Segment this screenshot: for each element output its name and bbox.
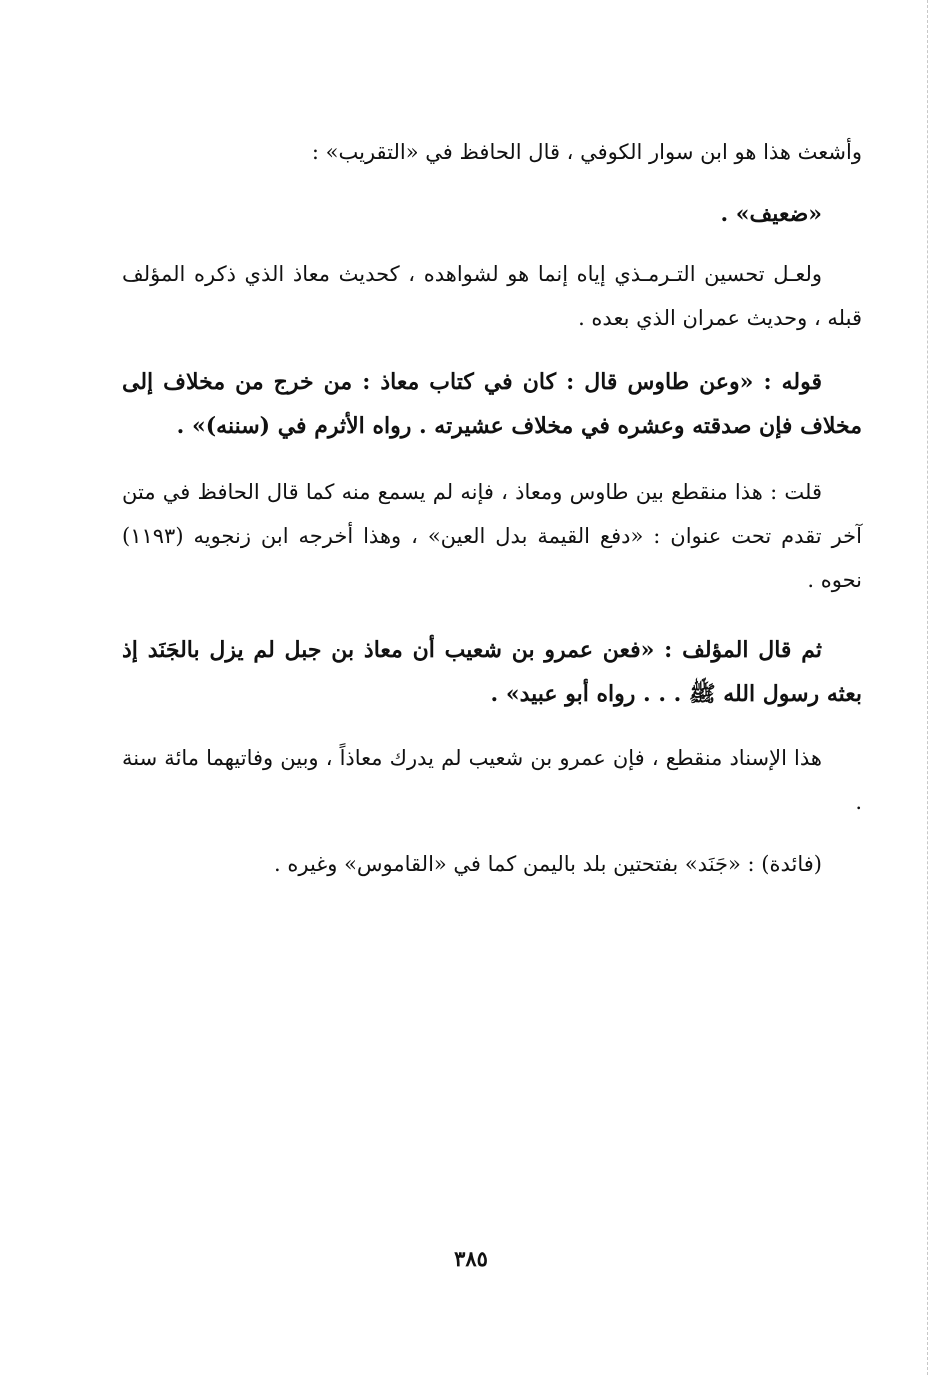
paragraph-daeef-quote: «ضعيف» . [720,201,822,227]
paragraph-isnad-note: هذا الإسناد منقطع ، فإن عمرو بن شعيب لم يدرك معاذاً ، وبين وفاتيهما مائة سنة . [122,746,862,814]
paragraph-amr-quote: ثم قال المؤلف : «فعن عمرو بن شعيب أن معاذ بن جبل لم يزل بالجَنَد إذ بعثه رسول الله ﷺ . . . رواه أبو عبيد» . [122,637,862,707]
paragraph-tawus-quote: قوله : «وعن طاوس قال : كان في كتاب معاذ : من خرج من مخلاف إلى مخلاف فإن صدقته وعشره في مخلاف عشيرته . رواه الأثرم في (سننه)» . [122,369,862,439]
paragraph-ashath-intro: وأشعث هذا هو ابن سوار الكوفي ، قال الحافظ في «التقريب» : [311,140,862,164]
paragraph-munqati-note: قلت : هذا منقطع بين طاوس ومعاذ ، فإنه لم يسمع منه كما قال الحافظ في متن آخر تقدم تحت عنوان : «دفع القيمة بدل العين» ، وهذا أخرجه ابن زنجويه (١١٩٣) نحوه . [122,480,862,592]
paragraph-tirmidhi-note: ولعـل تحسين التـرمـذي إياه إنما هو لشواهده ، كحديث معاذ الذي ذكره المؤلف قبله ، وحديث عمران الذي بعده . [122,262,862,330]
margin-dashed-rule [927,0,928,1375]
paragraph-faida-note: (فائدة) : «جَنَد» بفتحتين بلد باليمن كما في «القاموس» وغيره . [274,852,822,876]
page-number: ٣٨٥ [454,1246,488,1271]
